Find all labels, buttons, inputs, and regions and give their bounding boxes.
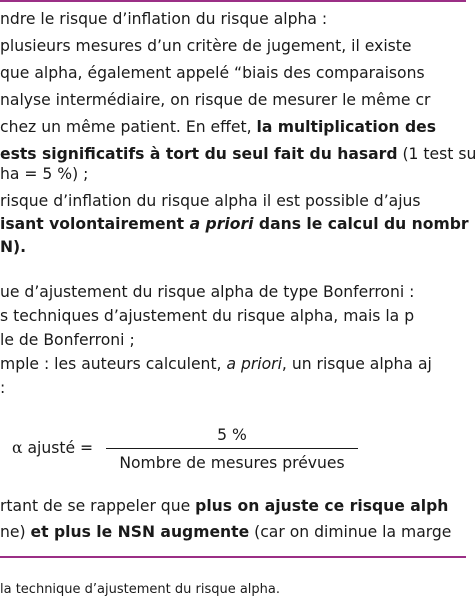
bottom-rule — [0, 556, 466, 558]
emphasis-bold: la multiplication des — [256, 118, 436, 136]
alpha-adjusted-formula — [12, 424, 372, 476]
text-line-8: risque d’inflation du risque alpha il est possible d’ajus — [0, 192, 421, 210]
emphasis-italic: a priori — [226, 355, 282, 373]
text-line-4: nalyse intermédiaire, on risque de mesurer le même cr — [0, 91, 431, 109]
fraction-bar — [106, 448, 358, 449]
text-line-11: ue d’ajustement du risque alpha de type Bonferroni : — [0, 283, 415, 301]
alpha-symbol: α — [12, 439, 23, 457]
emphasis-bold: N). — [0, 238, 27, 256]
formula-numerator: 5 % — [217, 426, 247, 444]
text-line-12: s techniques d’ajustement du risque alpha, mais la p — [0, 307, 415, 325]
figure-caption: la technique d’ajustement du risque alpha. — [0, 582, 281, 597]
top-rule — [0, 0, 466, 2]
text-line-5: chez un même patient. En effet, la multiplication des — [0, 118, 436, 136]
emphasis-bold: plus on ajuste ce risque alph — [195, 497, 449, 515]
formula-fraction — [106, 424, 358, 474]
text-line-15: : — [0, 379, 6, 397]
text-line-14: mple : les auteurs calculent, a priori, un risque alpha aj — [0, 355, 432, 373]
emphasis-bold: ests significatifs à tort du seul fait du hasard — [0, 145, 398, 163]
text-line-10 — [0, 236, 26, 258]
text-line-17: ne) et plus le NSN augmente (car on diminue la marge — [0, 523, 452, 541]
formula-label: α ajusté = — [12, 439, 94, 457]
text-line-7: ha = 5 %) ; — [0, 165, 89, 183]
emphasis-bold: et plus le NSN augmente — [30, 523, 250, 541]
text-line-6: ests significatifs à tort du seul fait du hasard (1 test su — [0, 145, 476, 163]
text-line-9 — [0, 213, 469, 235]
text-line-2: plusieurs mesures d’un critère de jugement, il existe — [0, 37, 412, 55]
text-line-1: ndre le risque d’inflation du risque alpha : — [0, 10, 328, 28]
emphasis-bold: isant volontairement a priori dans le calcul du nombr — [0, 215, 469, 233]
text-line-16: rtant de se rappeler que plus on ajuste ce risque alph — [0, 497, 449, 515]
emphasis-italic: a priori — [189, 215, 254, 233]
formula-denominator: Nombre de mesures prévues — [119, 454, 345, 472]
text-line-3: que alpha, également appelé “biais des comparaisons — [0, 64, 425, 82]
text-line-13: le de Bonferroni ; — [0, 331, 135, 349]
